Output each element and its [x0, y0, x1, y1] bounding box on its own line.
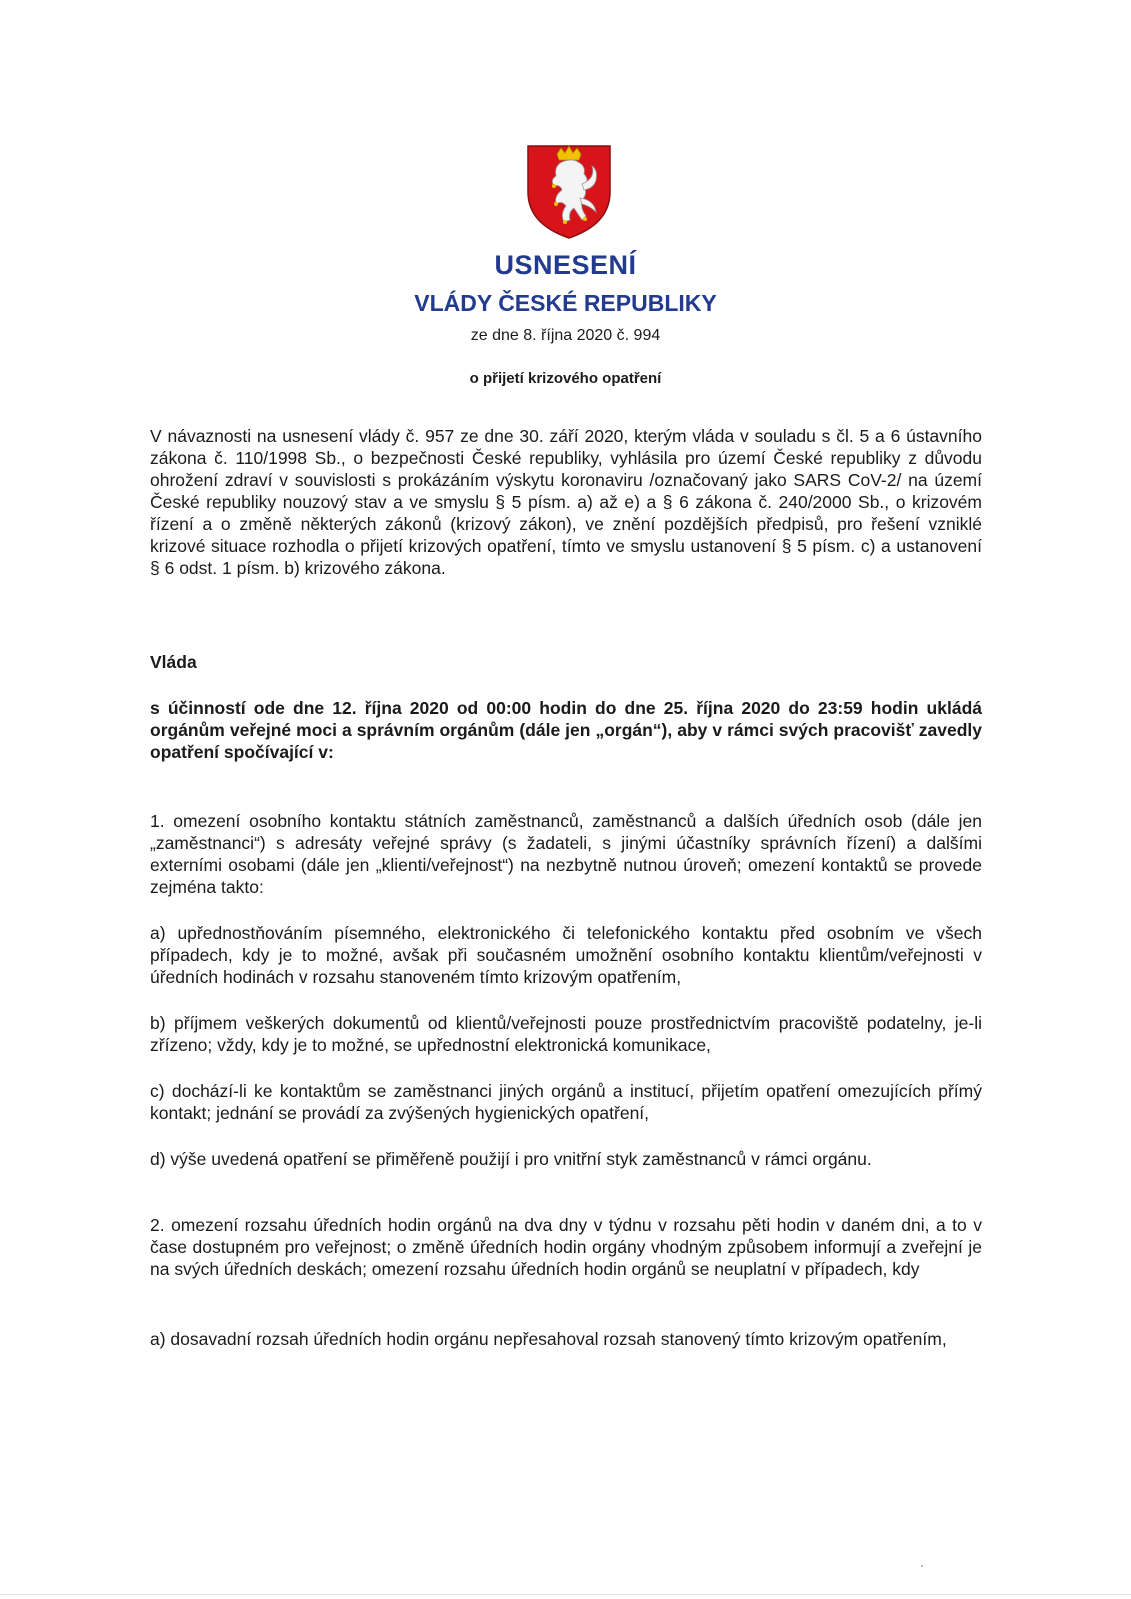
page-bottom-edge — [0, 1594, 1131, 1595]
measure-item-1c: c) dochází-li ke kontaktům se zaměstnanci jiných orgánů a institucí, přijetím opatření omezujících přímý kontakt; jednání se provádí za zvýšených hygienických opatření, — [150, 1081, 982, 1123]
resolution-subject: o přijetí krizového opatření — [469, 370, 662, 387]
czech-coat-of-arms-icon — [524, 140, 614, 240]
measure-item-1a: a) upřednostňováním písemného, elektronického či telefonického kontaktu před osobním ve všech případech, kdy je to možné, avšak při současném umožnění osobního kontaktu klientům/veřejnosti v úředních hodinách v rozsahu stanoveném tímto krizovým opatřením, — [150, 923, 982, 987]
document-subtitle: VLÁDY ČESKÉ REPUBLIKY — [414, 290, 717, 316]
resolution-date-number: ze dne 8. října 2020 č. 994 — [470, 327, 661, 344]
measure-item-1: 1. omezení osobního kontaktu státních zaměstnanců, zaměstnanců a dalších úředních osob (dále jen „zaměstnanci“) s adresáty veřejné správy (s žadateli, s jinými účastníky správních řízení) a dalšími externími osobami (dále jen „klienti/veřejnost“) na nezbytně nutnou úroveň; omezení kontaktů se provede zejména takto: — [150, 811, 982, 897]
intro-paragraph: V návaznosti na usnesení vlády č. 957 ze dne 30. září 2020, kterým vláda v souladu s čl. 5 a 6 ústavního zákona č. 110/1998 Sb., o bezpečnosti České republiky, vyhlásila pro území České republiky z důvodu ohrožení zdraví v souvislosti s prokázáním výskytu koronaviru /označovaný jako SARS CoV-2/ na území České republiky nouzový stav a ve smyslu § 5 písm. a) až e) a § 6 zákona č. 240/2000 Sb., o krizovém řízení a o změně některých zákonů (krizový zákon), ve znění pozdějších předpisů, pro řešení vzniklé krizové situace rozhodla o přijetí krizových opatření, tímto ve smyslu ustanovení § 5 písm. c) a ustanovení § 6 odst. 1 písm. b) krizového zákona. — [150, 426, 982, 578]
decision-paragraph: s účinností ode dne 12. října 2020 od 00:00 hodin do dne 25. října 2020 do 23:59 hodin ukládá orgánům veřejné moci a správním orgánům (dále jen „orgán“), aby v rámci svých pracovišť zavedly opatření spočívající v: — [150, 698, 982, 762]
government-label: Vláda — [150, 652, 197, 672]
measure-item-2: 2. omezení rozsahu úředních hodin orgánů na dva dny v týdnu v rozsahu pěti hodin v daném dni, a to v čase dostupném pro veřejnost; o změně úředních hodin orgány vhodným způsobem informují a zveřejní je na svých úředních deskách; omezení rozsahu úředních hodin orgánů se neuplatní v případech, kdy — [150, 1215, 982, 1279]
measure-item-2a: a) dosavadní rozsah úředních hodin orgánu nepřesahoval rozsah stanovený tímto krizovým opatřením, — [150, 1329, 947, 1349]
measure-item-1b: b) příjmem veškerých dokumentů od klientů/veřejnosti pouze prostřednictvím pracoviště podatelny, je-li zřízeno; vždy, kdy je to možné, se upřednostní elektronická komunikace, — [150, 1013, 982, 1055]
scan-mark — [921, 1565, 923, 1567]
document-title: USNESENÍ — [494, 250, 637, 280]
measure-item-1d: d) výše uvedená opatření se přiměřeně použijí i pro vnitřní styk zaměstnanců v rámci orgánu. — [150, 1149, 872, 1169]
